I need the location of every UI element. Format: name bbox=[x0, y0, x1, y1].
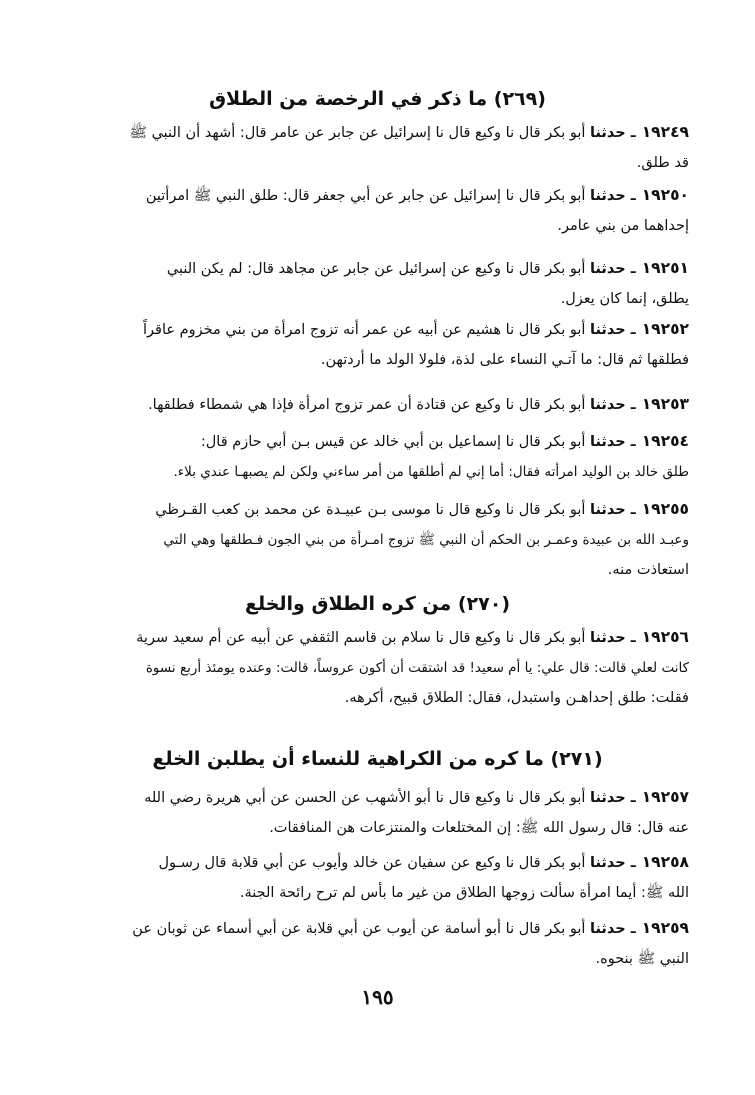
hadith-lead: ـ حدثنا bbox=[590, 188, 636, 204]
hadith-number: ١٩٢٥١ bbox=[641, 259, 689, 277]
hadith-line: كانت لعلي قالت: قال علي: يا أم سعيد! قد اشتقت أن أكون عروساً، قالت: وعنده يومئذ أربع نسوة bbox=[145, 660, 689, 676]
hadith-line bbox=[64, 913, 689, 944]
hadith-lead: ـ حدثنا bbox=[590, 790, 636, 806]
hadith-number: ١٩٢٥٦ bbox=[641, 628, 689, 646]
hadith-text: أبو بكر قال نا وكيع قال نا أبو الأشهب عن الحسن عن أبي هريرة رضي الله bbox=[144, 790, 586, 806]
hadith-19257 bbox=[64, 782, 689, 843]
hadith-lead: ـ حدثنا bbox=[590, 397, 636, 413]
hadith-number: ١٩٢٥٨ bbox=[641, 853, 689, 871]
chapter-heading-270: (٢٧٠) من كره الطلاق والخلع bbox=[244, 593, 511, 615]
hadith-lead: ـ حدثنا bbox=[590, 322, 636, 338]
hadith-text: أبو بكر قال نا هشيم عن أبيه عن عمر أنه تزوج امرأة من بني مخزوم عاقراً bbox=[143, 322, 586, 338]
hadith-line bbox=[64, 314, 689, 345]
hadith-line: قد طلق. bbox=[636, 155, 689, 171]
hadith-line bbox=[64, 847, 689, 878]
hadith-line bbox=[64, 782, 689, 813]
hadith-lead: ـ حدثنا bbox=[590, 630, 636, 646]
hadith-text: أبو بكر قال نا وكيع قال نا سلام بن قاسم الثقفي عن أبيه عن أم سعيد سرية bbox=[136, 630, 586, 646]
hadith-line: عنه قال: قال رسول الله ﷺ: إن المختلعات والمنتزعات هن المنافقات. bbox=[269, 820, 689, 836]
hadith-line bbox=[64, 622, 689, 653]
hadith-number: ١٩٢٥٠ bbox=[641, 186, 689, 204]
hadith-19258 bbox=[64, 847, 689, 908]
hadith-text: أبو بكر قال نا أبو أسامة عن أيوب عن أبي قلابة عن أبي أسماء عن ثوبان عن bbox=[132, 921, 586, 937]
hadith-number: ١٩٢٥٥ bbox=[641, 500, 689, 518]
hadith-lead: ـ حدثنا bbox=[590, 125, 636, 141]
hadith-line: النبي ﷺ بنحوه. bbox=[595, 951, 689, 967]
hadith-number: ١٩٢٥٧ bbox=[641, 788, 689, 806]
chapter-heading-271: (٢٧١) ما كره من الكراهية للنساء أن يطلبن الخلع bbox=[152, 748, 603, 770]
hadith-text: أبو بكر قال نا إسماعيل بن أبي خالد عن قيس بـن أبي حازم قال: bbox=[200, 434, 586, 450]
hadith-19254 bbox=[64, 426, 689, 487]
hadith-line bbox=[64, 253, 689, 284]
page-number: ١٩٥ bbox=[361, 985, 394, 1009]
chapter-heading-269: (٢٦٩) ما ذكر في الرخصة من الطلاق bbox=[209, 88, 546, 110]
hadith-line bbox=[64, 494, 689, 525]
hadith-text: أبو بكر قال نا وكيع عن إسرائيل عن جابر عن مجاهد قال: لم يكن النبي bbox=[166, 261, 586, 277]
hadith-19256 bbox=[64, 622, 689, 713]
hadith-lead: ـ حدثنا bbox=[590, 921, 636, 937]
hadith-line: إحداهما من بني عامر. bbox=[557, 218, 689, 234]
hadith-lead: ـ حدثنا bbox=[590, 261, 636, 277]
hadith-text: أبو بكر قال نا إسرائيل عن جابر عن أبي جعفر قال: طلق النبي ﷺ امرأتين bbox=[145, 188, 586, 204]
hadith-line: فقلت: طلق إحداهـن واستبدل، فقال: الطلاق قبيح، أكرهه. bbox=[344, 690, 689, 706]
hadith-19249 bbox=[64, 117, 689, 178]
hadith-line bbox=[64, 389, 689, 420]
hadith-line: استعاذت منه. bbox=[607, 562, 689, 578]
hadith-text: أبو بكر قال نا وكيع عن سفيان عن خالد وأيوب عن أبي قلابة قال رسـول bbox=[158, 855, 586, 871]
hadith-lead: ـ حدثنا bbox=[590, 434, 636, 450]
hadith-text: أبو بكر قال نا وكيع قال نا موسى بـن عبيـدة عن محمد بن كعب القـرظي bbox=[155, 502, 586, 518]
hadith-19255 bbox=[64, 494, 689, 585]
hadith-line: وعبـد الله بن عبيدة وعمـر بن الحكم أن النبي ﷺ تزوج امـرأة من بني الجون فـطلقها وهي التي bbox=[163, 532, 689, 548]
hadith-lead: ـ حدثنا bbox=[590, 502, 636, 518]
hadith-19252 bbox=[64, 314, 689, 375]
hadith-19250 bbox=[64, 180, 689, 241]
hadith-lead: ـ حدثنا bbox=[590, 855, 636, 871]
hadith-line: طلق خالد بن الوليد امرأته فقال: أما إني لم أطلقها من أمر ساءني ولكن لم يصبهـا عندي بلاء. bbox=[173, 464, 689, 480]
hadith-number: ١٩٢٥٢ bbox=[641, 320, 689, 338]
hadith-number: ١٩٢٤٩ bbox=[641, 123, 689, 141]
hadith-line bbox=[64, 117, 689, 148]
hadith-line bbox=[64, 180, 689, 211]
hadith-number: ١٩٢٥٩ bbox=[641, 919, 689, 937]
hadith-19259 bbox=[64, 913, 689, 974]
hadith-line bbox=[64, 426, 689, 457]
hadith-line: الله ﷺ: أيما امرأة سألت زوجها الطلاق من غير ما بأس لم ترح رائحة الجنة. bbox=[239, 885, 689, 901]
hadith-number: ١٩٢٥٤ bbox=[641, 432, 689, 450]
hadith-19251 bbox=[64, 253, 689, 314]
hadith-text: أبو بكر قال نا وكيع عن قتادة أن عمر تزوج امرأة فإذا هي شمطاء فطلقها. bbox=[148, 397, 586, 413]
hadith-line: يطلق، إنما كان يعزل. bbox=[560, 291, 689, 307]
hadith-number: ١٩٢٥٣ bbox=[641, 395, 689, 413]
hadith-19253 bbox=[64, 389, 689, 420]
hadith-line: فطلقها ثم قال: ما آتـي النساء على لذة، فلولا الولد ما أردتهن. bbox=[320, 352, 689, 368]
hadith-text: أبو بكر قال نا وكيع قال نا إسرائيل عن جابر عن عامر قال: أشهد أن النبي ﷺ bbox=[129, 125, 586, 141]
